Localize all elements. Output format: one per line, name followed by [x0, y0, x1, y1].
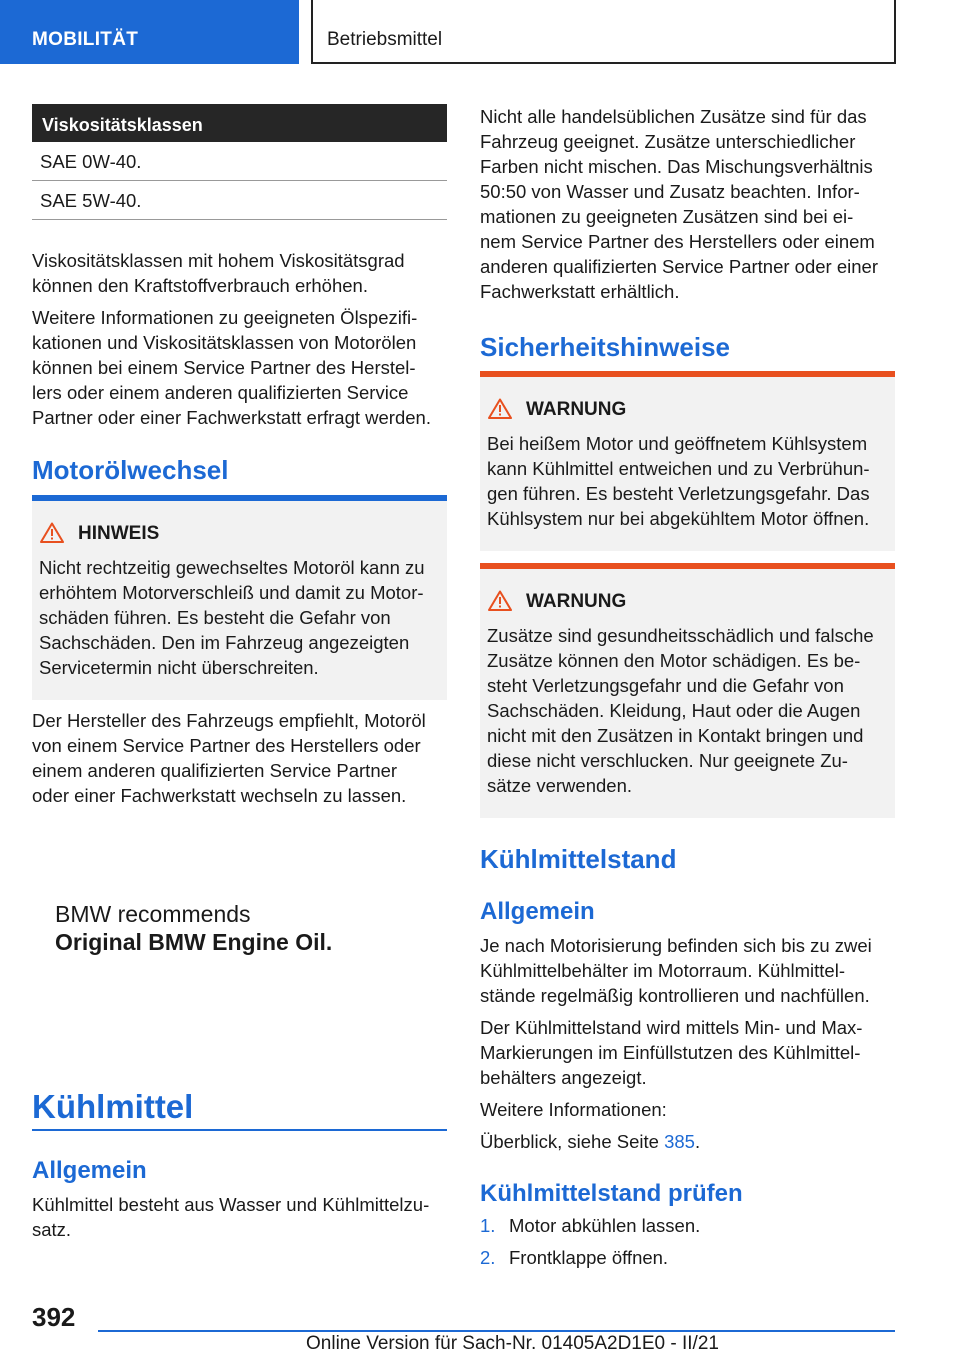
warning-text: Zusätze sind gesundheitsschädlich und falsche Zusätze können den Motor schädigen. Es be- steht Verletzungsgefahr und die Gefahr von Sachschäden. Kleidung, Haut oder die Augen nicht mit den Zusätzen in Kontakt bringen und diese nicht verschlucken. Nur geeignete Zu- sätze verwenden. [487, 625, 874, 796]
section-tab [0, 0, 299, 64]
hint-label: HINWEIS [78, 523, 160, 544]
page-number: 392 [32, 1302, 76, 1332]
paragraph: Weitere Informationen zu geeigneten Ölspezifi- kationen und Viskositätsklassen von Motorölen können bei einem Service Partner des Herstel- lers oder einem anderen qualifizierten Service Partner oder einer Fachwerkstatt erfragt werden. [32, 307, 431, 428]
viscosity-table [32, 104, 447, 220]
hint-text: Nicht rechtzeitig gewechseltes Motoröl kann zu erhöhtem Motorverschleiß und damit zu Motor- schäden führen. Es besteht die Gefahr von Sachschäden. Den im Fahrzeug angezeigten Servicetermin nicht überschreiten. [39, 557, 425, 678]
paragraph: Viskositätsklassen mit hohem Viskositätsgrad können den Kraftstoffverbrauch erhöhen. [32, 250, 405, 296]
overview-prefix: Überblick, siehe Seite [480, 1131, 665, 1152]
section-heading-oil-change: Motorölwechsel [32, 455, 229, 485]
warning-text: Bei heißem Motor und geöffnetem Kühlsystem kann Kühlmittel entweichen und zu Verbrühun- gen führen. Es besteht Verletzungsgefahr. Das Kühlsystem nur bei abgekühltem Motor öffnen. [487, 433, 870, 529]
table-row: SAE 0W-40. [32, 142, 447, 181]
warning-box [480, 563, 895, 818]
paragraph: Je nach Motorisierung befinden sich bis zu zwei Kühlmittelbehälter im Motorraum. Kühlmittel- stände regelmäßig kontrollieren und nachfüllen. [480, 935, 872, 1006]
warning-label: WARNUNG [526, 399, 627, 420]
step-text: Motor abkühlen lassen. [509, 1215, 701, 1236]
paragraph: Nicht alle handelsüblichen Zusätze sind für das Fahrzeug geeignet. Zusätze unterschiedlicher Farben nicht mischen. Das Mischungsverhältnis 50:50 von Wasser und Zusatz beachten. Infor- mationen zu geeigneten Zusätzen sind bei ei- nem Service Partner des Herstellers oder einem anderen qualifizierten Service Partner oder einer Fachwerkstatt erhältlich. [480, 106, 878, 302]
table-header: Viskositätsklassen [32, 104, 447, 142]
warning-label: WARNUNG [526, 591, 627, 612]
ad-line-recommends: BMW recommends [55, 901, 251, 927]
subheading-check-coolant-level: Kühlmittelstand prüfen [480, 1180, 743, 1207]
paragraph: Der Hersteller des Fahrzeugs empfiehlt, Motoröl von einem Service Partner des Herstellers oder einem anderen qualifizierten Service Partner oder einer Fachwerkstatt wechseln zu lassen. [32, 710, 426, 806]
footer-text: Online Version für Sach-Nr. 01405A2D1E0 - II/21 [306, 1333, 719, 1354]
subheading-general: Allgemein [480, 898, 595, 925]
warning-triangle-icon [40, 522, 64, 543]
list-item [480, 1213, 895, 1245]
steps-list [480, 1213, 895, 1277]
section-heading-safety: Sicherheitshinweise [480, 332, 730, 362]
heading-rule [32, 1129, 447, 1131]
ad-line-engine-oil: Original BMW Engine Oil. [55, 929, 333, 955]
list-item [480, 1245, 895, 1277]
paragraph: Kühlmittel besteht aus Wasser und Kühlmittelzu- satz. [32, 1194, 430, 1240]
section-label: MOBILITÄT [32, 29, 139, 50]
overview-suffix: . [694, 1131, 701, 1152]
paragraph: Der Kühlmittelstand wird mittels Min- und Max- Markierungen im Einfüllstutzen des Kühlmittel- behälters angezeigt. [480, 1017, 863, 1088]
chapter-heading-coolant: Kühlmittel [32, 1088, 194, 1125]
chapter-title: Betriebsmittel [327, 29, 443, 50]
warning-triangle-icon [488, 398, 512, 419]
section-heading-coolant-level: Kühlmittelstand [480, 844, 677, 874]
subheading-general: Allgemein [32, 1157, 147, 1184]
page-link-385[interactable]: 385 [664, 1131, 695, 1152]
hint-box [32, 495, 447, 700]
warning-triangle-icon [488, 590, 512, 611]
chapter-title-box [311, 0, 896, 64]
paragraph: Weitere Informationen: [480, 1099, 667, 1120]
warning-box [480, 371, 895, 551]
step-number: 2. [480, 1247, 496, 1268]
paragraph-overview [480, 1129, 895, 1154]
table-row: SAE 5W-40. [32, 181, 447, 220]
step-text: Frontklappe öffnen. [509, 1247, 669, 1268]
footer-rule [98, 1330, 895, 1332]
step-number: 1. [480, 1215, 496, 1236]
